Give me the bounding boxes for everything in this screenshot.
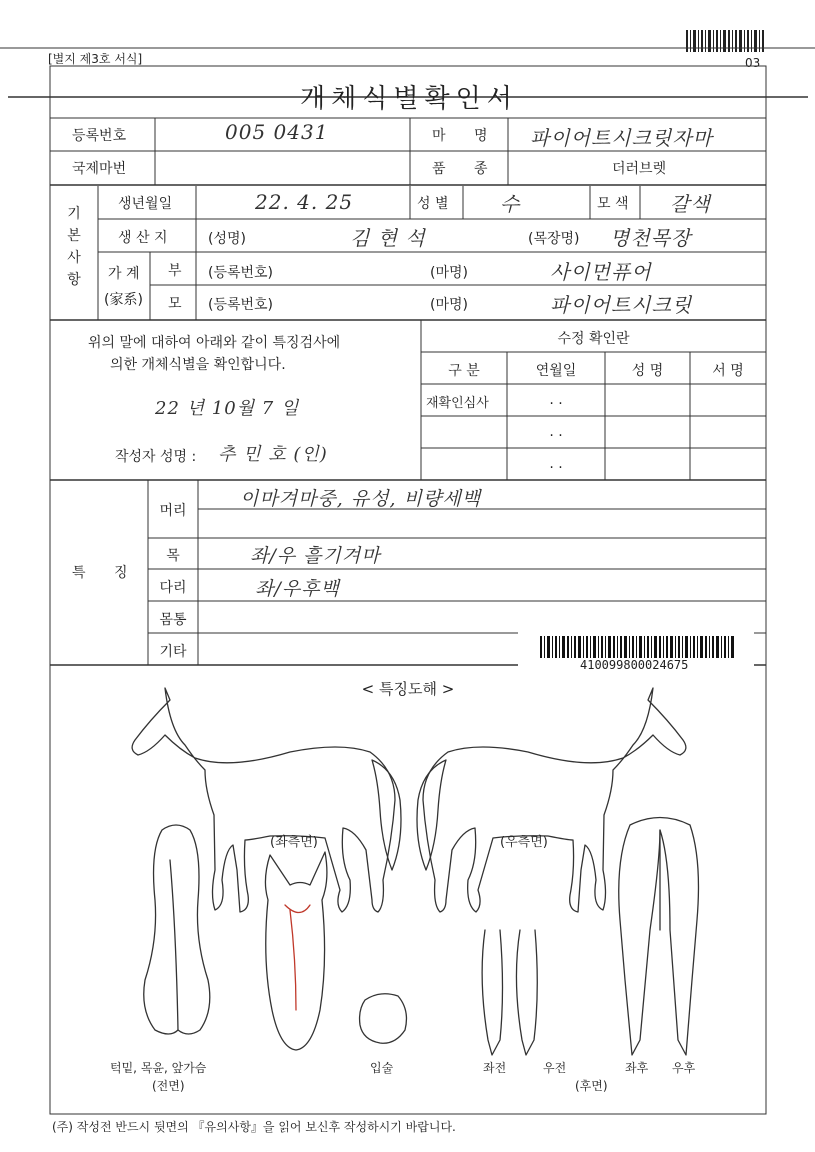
front-subcaption: (전면) [152, 1079, 185, 1093]
revision-row-label: 재확인심사 [426, 396, 489, 411]
producer-name-label: (성명) [208, 231, 246, 247]
breed-label: 품 종 [432, 161, 500, 177]
feature-legs-value: 좌/우후백 [255, 578, 340, 600]
features-section-label: 특 징 [72, 565, 140, 581]
horse-name-label: 마 명 [432, 128, 500, 144]
revision-header-name: 성 명 [631, 363, 664, 379]
fore-left-caption: 좌전 [483, 1061, 507, 1075]
author-label: 작성자 성명 : [115, 449, 197, 465]
page-code: 03 [745, 56, 761, 70]
front-caption: 턱밑, 목윤, 앞가슴 [110, 1061, 207, 1075]
sire-name-label: (마명) [430, 265, 468, 281]
family-label-hanja: (家系) [104, 292, 143, 308]
sire-name-value: 사이먼퓨어 [550, 260, 652, 284]
dam-label: 모 [168, 296, 182, 312]
feature-body-label: 몸통 [159, 612, 187, 628]
revision-header-type: 구 분 [448, 363, 480, 379]
reg-no-label: 등록번호 [72, 128, 127, 144]
color-label: 모 색 [597, 196, 629, 212]
dam-name-value: 파이어트시크릿 [550, 293, 693, 317]
form-label: [별지 제3호 서식] [48, 52, 143, 66]
author-value: 추 민 호 (인) [218, 444, 328, 465]
sire-label: 부 [168, 263, 182, 279]
feature-legs-label: 다리 [159, 580, 187, 596]
revision-date-3: . . [549, 456, 563, 472]
producer-label: 생 산 지 [118, 230, 168, 246]
front-legs-view [482, 930, 502, 1055]
feature-other-label: 기타 [159, 644, 187, 660]
barcode-number: 410099800024675 [580, 658, 689, 672]
family-label: 가 계 [108, 266, 140, 282]
left-tail [372, 760, 401, 870]
right-side-caption: (우측면) [500, 835, 548, 850]
sire-reg-label: (등록번호) [208, 265, 274, 281]
color-value: 갈색 [670, 192, 711, 216]
head-front-view [265, 852, 326, 1050]
lips-view [360, 994, 407, 1043]
footer-note: (주) 작성전 반드시 뒷면의 『유의사항』을 읽어 보신후 작성하시기 바랍니다. [52, 1120, 456, 1134]
feature-head-label: 머리 [159, 503, 187, 519]
birth-label: 생년월일 [118, 196, 173, 212]
reg-no-value: 005 0431 [225, 120, 329, 144]
basic-section-label: 기 본 사 항 [67, 206, 81, 288]
birth-value: 22. 4. 25 [255, 190, 354, 214]
revision-date-1: . . [549, 392, 563, 408]
confirm-text-2: 의한 개체식별을 확인합니다. [110, 357, 286, 373]
document-title: 개체식별확인서 [300, 84, 518, 114]
revision-date-2: . . [549, 424, 563, 440]
hind-right-caption: 우후 [672, 1061, 696, 1075]
dam-name-label: (마명) [430, 297, 468, 313]
revision-title: 수정 확인란 [557, 331, 630, 347]
feature-neck-label: 목 [166, 548, 180, 564]
producer-name-value: 김 현 석 [350, 226, 426, 250]
revision-header-date: 연월일 [535, 363, 577, 379]
right-tail [417, 760, 446, 870]
farm-label: (목장명) [528, 231, 580, 247]
confirm-date: 22 년 10월 7 일 [155, 398, 300, 419]
dam-reg-label: (등록번호) [208, 297, 274, 313]
sex-label: 성 별 [417, 196, 449, 212]
intl-no-label: 국제마번 [72, 161, 127, 177]
hind-left-caption: 좌후 [625, 1061, 649, 1075]
sex-value: 수 [500, 192, 521, 216]
farm-value: 명천목장 [610, 226, 692, 250]
left-side-caption: (좌측면) [270, 835, 318, 850]
right-side-horse [423, 688, 686, 912]
feature-head-value: 이마겨마중, 유성, 비량세백 [240, 488, 482, 510]
revision-header-sign: 서 명 [712, 363, 744, 379]
breed-value: 더러브렛 [612, 161, 667, 177]
rear-view [619, 818, 699, 1056]
diagram-title: < 특징도해 > [361, 680, 455, 698]
feature-neck-value: 좌/우 흘기겨마 [250, 545, 381, 567]
confirm-text-1: 위의 말에 대하여 아래와 같이 특징검사에 [88, 335, 341, 351]
lips-caption: 입술 [370, 1061, 394, 1075]
horse-name-value: 파이어트시크릿자마 [530, 126, 713, 150]
rear-subcaption: (후면) [575, 1079, 608, 1093]
fore-right-caption: 우전 [543, 1061, 567, 1075]
